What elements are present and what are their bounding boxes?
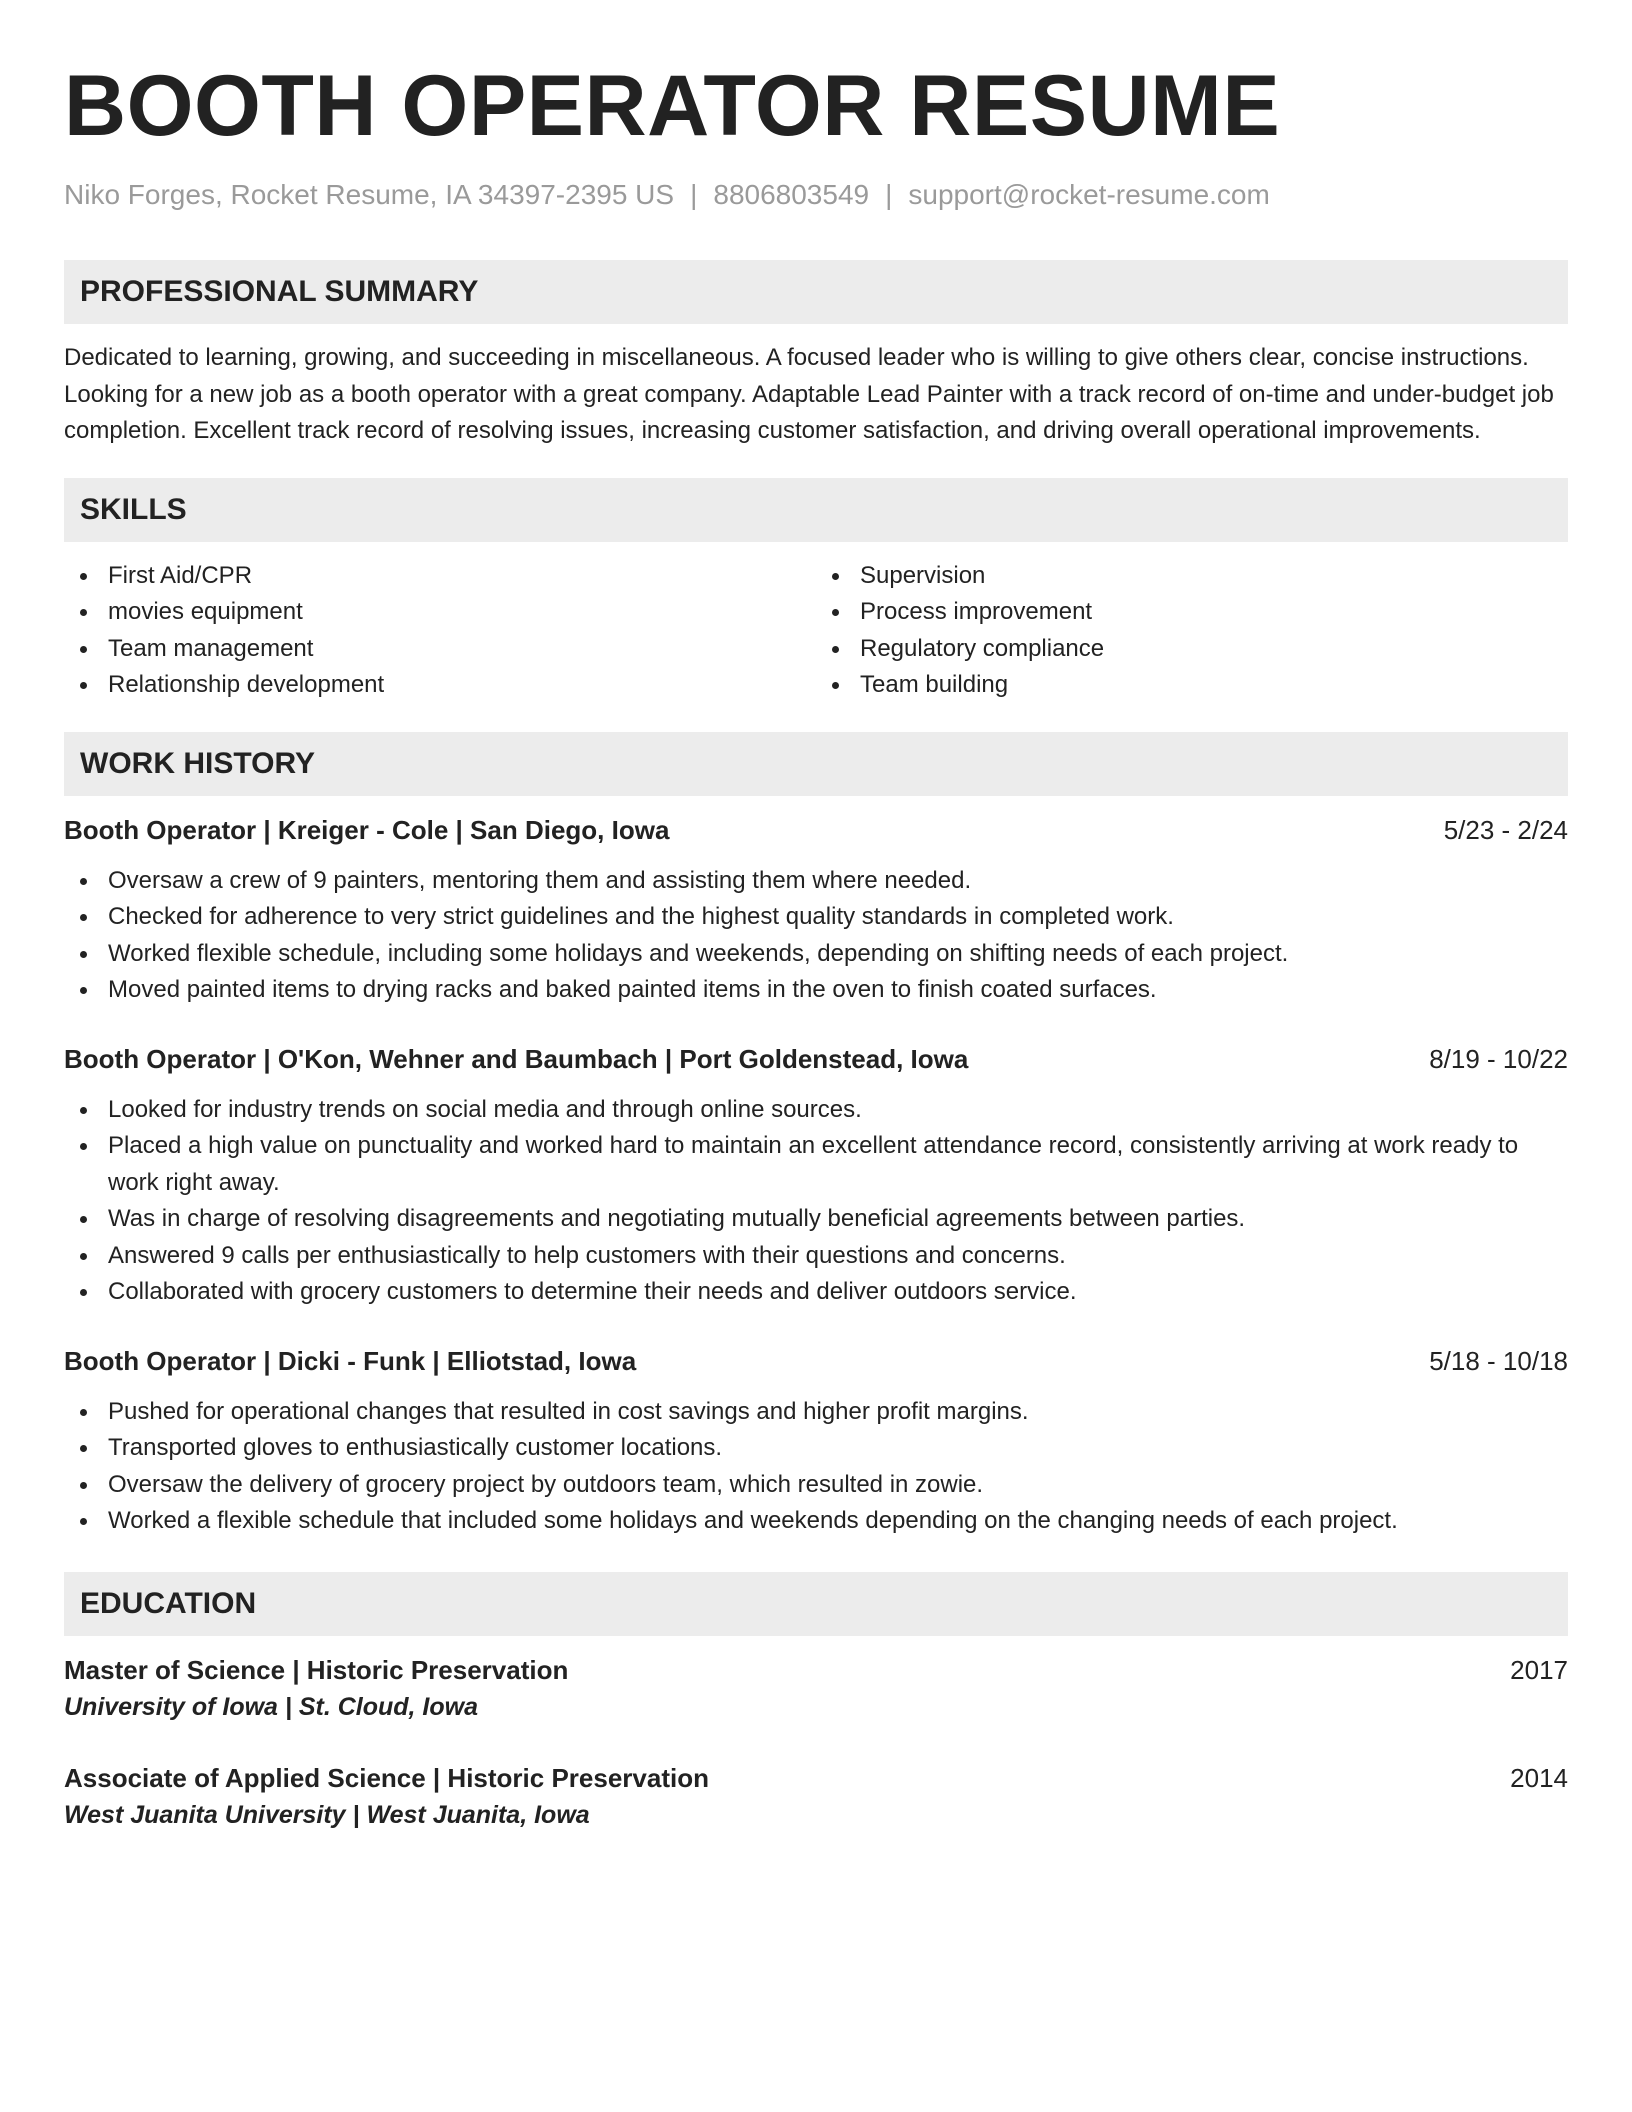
job-dates: 8/19 - 10/22 — [1429, 1043, 1568, 1074]
job-header — [64, 812, 1568, 848]
job-bullet: Was in charge of resolving disagreements and negotiating mutually beneficial agreements between parties. — [64, 1201, 1568, 1238]
job-bullet: Checked for adherence to very strict guidelines and the highest quality standards in completed work. — [64, 899, 1568, 936]
contact-email[interactable]: support@rocket-resume.com — [908, 179, 1270, 210]
job-bullet: Oversaw the delivery of grocery project by outdoors team, which resulted in zowie. — [64, 1467, 1568, 1504]
education-degree: Master of Science | Historic Preservation — [64, 1654, 569, 1685]
section-heading-education: EDUCATION — [64, 1572, 1568, 1636]
skill-item: Supervision — [816, 558, 1568, 595]
job-bullet: Transported gloves to enthusiastically customer locations. — [64, 1430, 1568, 1467]
job-bullet: Oversaw a crew of 9 painters, mentoring them and assisting them where needed. — [64, 863, 1568, 900]
job-bullet: Worked flexible schedule, including some holidays and weekends, depending on shifting needs of each project. — [64, 936, 1568, 973]
section-heading-work-history: WORK HISTORY — [64, 732, 1568, 796]
job-bullets — [64, 863, 1568, 1009]
contact-separator: | — [885, 179, 893, 210]
section-heading-skills: SKILLS — [64, 478, 1568, 542]
job-entry — [64, 1343, 1568, 1540]
job-title: Booth Operator | Kreiger - Cole | San Diego, Iowa — [64, 814, 670, 845]
job-bullet: Moved painted items to drying racks and baked painted items in the oven to finish coated surfaces. — [64, 972, 1568, 1009]
section-heading-summary: PROFESSIONAL SUMMARY — [64, 260, 1568, 324]
education-entry — [64, 1652, 1568, 1726]
education-header — [64, 1760, 1568, 1796]
education-entry — [64, 1760, 1568, 1834]
skills-list — [64, 558, 1568, 704]
education-school: University of Iowa | St. Cloud, Iowa — [64, 1692, 478, 1721]
education-year: 2014 — [1510, 1762, 1568, 1793]
education-school: West Juanita University | West Juanita, Iowa — [64, 1800, 590, 1829]
job-bullet: Answered 9 calls per enthusiastically to help customers with their questions and concerns. — [64, 1238, 1568, 1275]
education-year: 2017 — [1510, 1654, 1568, 1685]
job-bullet: Worked a flexible schedule that included some holidays and weekends depending on the changing needs of each project. — [64, 1503, 1568, 1540]
skill-item: Regulatory compliance — [816, 631, 1568, 668]
job-bullets — [64, 1394, 1568, 1540]
skill-item: Process improvement — [816, 594, 1568, 631]
contact-address: Niko Forges, Rocket Resume, IA 34397-2395 US — [64, 179, 675, 210]
skill-item: First Aid/CPR — [64, 558, 816, 595]
page-title: BOOTH OPERATOR RESUME — [64, 58, 1281, 154]
job-bullet: Looked for industry trends on social media and through online sources. — [64, 1092, 1568, 1129]
job-dates: 5/18 - 10/18 — [1429, 1345, 1568, 1376]
education-degree: Associate of Applied Science | Historic Preservation — [64, 1762, 709, 1793]
skills-column-left — [64, 558, 816, 704]
contact-separator: | — [690, 179, 698, 210]
skill-item: Team building — [816, 667, 1568, 704]
skills-column-right — [816, 558, 1568, 704]
job-bullet: Pushed for operational changes that resulted in cost savings and higher profit margins. — [64, 1394, 1568, 1431]
job-entry — [64, 812, 1568, 1009]
job-bullet: Placed a high value on punctuality and worked hard to maintain an excellent attendance record, consistently arriving at work ready to work right away. — [64, 1128, 1568, 1201]
summary-text: Dedicated to learning, growing, and succeeding in miscellaneous. A focused leader who is willing to give others clear, concise instructions. Looking for a new job as a booth operator with a great company. Adaptable Lead Painter with a track record of on-time and under-budget job completion. Excellent track record of resolving issues, increasing customer satisfaction, and driving overall operational improvements. — [64, 344, 1554, 444]
job-header — [64, 1343, 1568, 1379]
contact-phone: 8806803549 — [713, 179, 870, 210]
job-dates: 5/23 - 2/24 — [1443, 814, 1568, 845]
job-title: Booth Operator | Dicki - Funk | Elliotstad, Iowa — [64, 1345, 637, 1376]
skill-item: Relationship development — [64, 667, 816, 704]
job-bullet: Collaborated with grocery customers to determine their needs and deliver outdoors service. — [64, 1274, 1568, 1311]
skill-item: movies equipment — [64, 594, 816, 631]
education-header — [64, 1652, 1568, 1688]
job-title: Booth Operator | O'Kon, Wehner and Baumbach | Port Goldenstead, Iowa — [64, 1043, 969, 1074]
job-entry — [64, 1041, 1568, 1311]
skill-item: Team management — [64, 631, 816, 668]
contact-line — [64, 178, 1568, 212]
job-bullets — [64, 1092, 1568, 1311]
job-header — [64, 1041, 1568, 1077]
